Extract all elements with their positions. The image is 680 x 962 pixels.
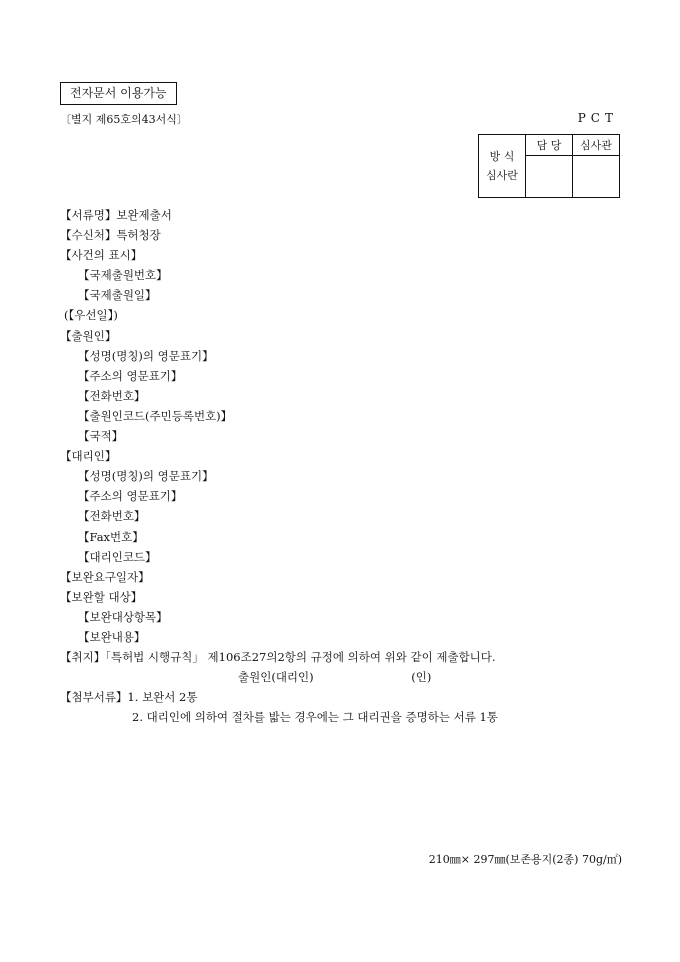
agent-fax-field: 【Fax번호】 (78, 529, 144, 544)
agent-address-en-field: 【주소의 영문표기】 (78, 489, 183, 504)
applicant-heading: 【출원인】 (60, 328, 117, 343)
review-row-header (479, 135, 526, 198)
form-number: 〔별지 제65호의43서식〕 (60, 113, 188, 126)
recipient-field: 【수신처】특허청장 (60, 228, 161, 243)
pct-label: PCT (577, 111, 618, 125)
applicant-name-en-field: 【성명(명칭)의 영문표기】 (78, 348, 214, 363)
applicant-code-field: 【출원인코드(주민등록번호)】 (78, 408, 233, 423)
signature-line (60, 667, 640, 687)
case-display-heading: 【사건의 표시】 (60, 248, 143, 263)
paper-spec: 210㎜× 297㎜(보존용지(2종) 70g/㎡) (428, 853, 622, 866)
priority-date-field: (【우선일】) (64, 308, 118, 323)
agent-phone-field: 【전화번호】 (78, 509, 146, 524)
supplement-request-date-field: 【보완요구일자】 (60, 569, 150, 584)
seal-mark: (인) (411, 670, 432, 685)
examiner-stamp-cell (573, 156, 620, 198)
examiner-header: 심사관 (573, 135, 620, 156)
review-table (478, 134, 620, 198)
supplement-item-field: 【보완대상항목】 (78, 609, 168, 624)
doc-name-field: 【서류명】보완제출서 (60, 208, 172, 222)
agent-name-en-field: 【성명(명칭)의 영문표기】 (78, 469, 214, 484)
attachments-item-2: 2. 대리인에 의하여 절차를 밟는 경우에는 그 대리권을 증명하는 서류 1통 (132, 710, 498, 725)
applicant-nationality-field: 【국적】 (78, 429, 124, 444)
supplement-content-field: 【보완내용】 (78, 629, 146, 644)
signatory-label: 출원인(대리인) (238, 670, 314, 685)
form-fields (60, 205, 640, 727)
intl-app-number-field: 【국제출원번호】 (78, 268, 168, 283)
purpose-statement: 【취지】「특허법 시행규칙」 제106조27의2항의 규정에 의하여 위와 같이 제출합니다. (60, 650, 496, 665)
electronic-document-label: 전자문서 이용가능 (60, 82, 177, 105)
supplement-target-heading: 【보완할 대상】 (60, 589, 143, 604)
in-charge-header: 담 당 (526, 135, 573, 156)
applicant-phone-field: 【전화번호】 (78, 388, 146, 403)
review-row-header-line2: 심사란 (486, 169, 518, 182)
review-row-header-line1: 방 식 (489, 150, 515, 163)
agent-code-field: 【대리인코드】 (78, 549, 157, 564)
applicant-address-en-field: 【주소의 영문표기】 (78, 368, 183, 383)
agent-heading: 【대리인】 (60, 449, 117, 464)
attachments-item-1: 【첨부서류】1. 보완서 2통 (60, 690, 198, 705)
intl-app-date-field: 【국제출원일】 (78, 288, 157, 303)
in-charge-stamp-cell (526, 156, 573, 198)
